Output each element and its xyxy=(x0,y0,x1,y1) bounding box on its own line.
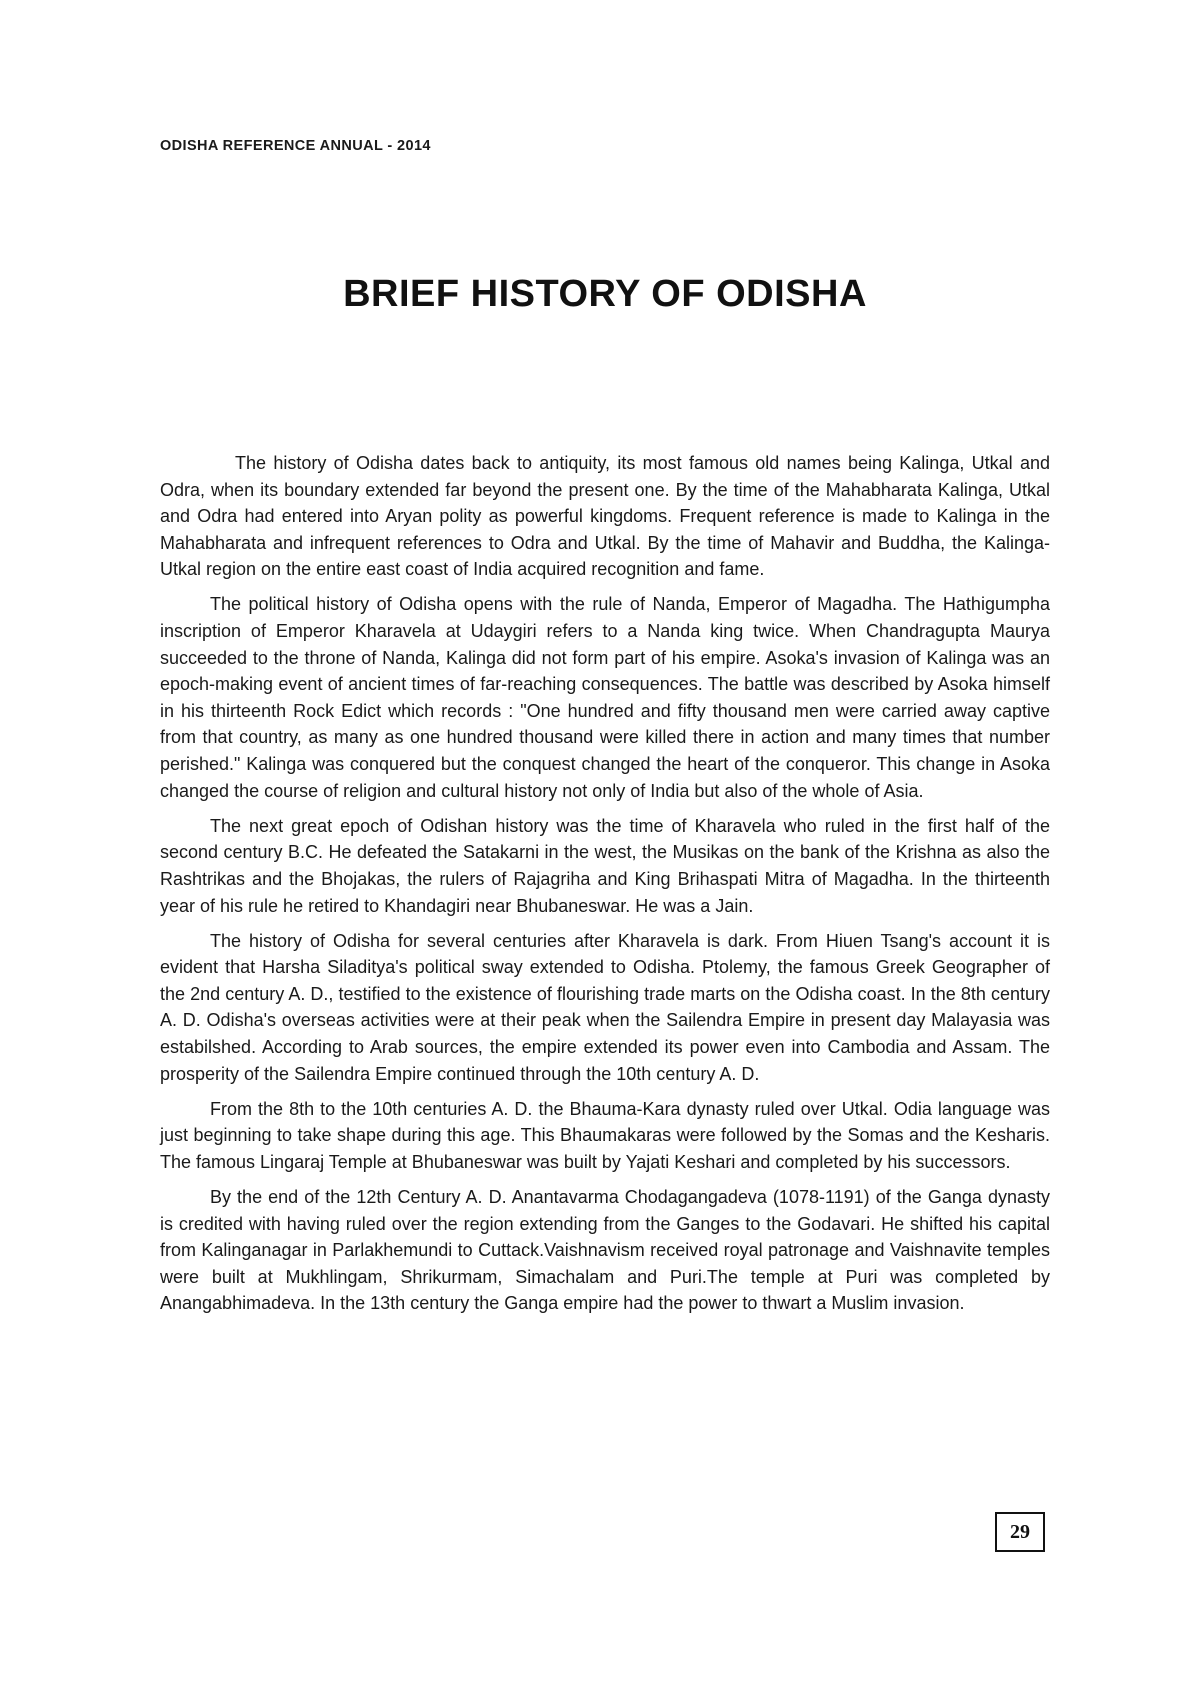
page-title: BRIEF HISTORY OF ODISHA xyxy=(343,273,867,315)
paragraph-political-history: The political history of Odisha opens with the rule of Nanda, Emperor of Magadha. The Hathigumpha inscription of Emperor Kharavela at Udaygiri refers to a Nanda king twice. When Chandragupta Maurya succeeded to the throne of Nanda, Kalinga did not form part of his empire. Asoka's invasion of Kalinga was an epoch-making event of ancient times of far-reaching consequences. The battle was described by Asoka himself in his thirteenth Rock Edict which records : "One hundred and fifty thousand men were carried away captive from that country, as many as one hundred thousand were killed there in action and many times that number perished." Kalinga was conquered but the conquest changed the heart of the conqueror. This change in Asoka changed the course of religion and cultural history not only of India but also of the whole of Asia. xyxy=(160,594,1050,801)
running-header: ODISHA REFERENCE ANNUAL - 2014 xyxy=(160,138,431,154)
paragraph-dark-centuries: The history of Odisha for several centuries after Kharavela is dark. From Hiuen Tsang's account it is evident that Harsha Siladitya's political sway extended to Odisha. Ptolemy, the famous Greek Geographer of the 2nd century A. D., testified to the existence of flourishing trade marts on the Odisha coast. In the 8th century A. D. Odisha's overseas activities were at their peak when the Sailendra Empire in present day Malayasia was estabilshed. According to Arab sources, the empire extended its power even into Cambodia and Assam. The prosperity of the Sailendra Empire continued through the 10th century A. D. xyxy=(160,930,1050,1084)
page-number-box: 29 xyxy=(995,1512,1045,1552)
article-body xyxy=(160,450,1050,1325)
paragraph-intro: The history of Odisha dates back to antiquity, its most famous old names being Kalinga, Utkal and Odra, when its boundary extended far beyond the present one. By the time of the Mahabharata Kalinga, Utkal and Odra had entered into Aryan polity as powerful kingdoms. Frequent reference is made to Kalinga in the Mahabharata and infrequent references to Odra and Utkal. By the time of Mahavir and Buddha, the Kalinga-Utkal region on the entire east coast of India acquired recognition and fame. xyxy=(160,453,1050,580)
paragraph-bhauma-kara: From the 8th to the 10th centuries A. D. the Bhauma-Kara dynasty ruled over Utkal. Odia language was just beginning to take shape during this age. This Bhaumakaras were followed by the Somas and the Kesharis. The famous Lingaraj Temple at Bhubaneswar was built by Yajati Keshari and completed by his successors. xyxy=(160,1098,1050,1172)
paragraph-kharavela: The next great epoch of Odishan history was the time of Kharavela who ruled in the first half of the second century B.C. He defeated the Satakarni in the west, the Musikas on the bank of the Krishna as also the Rashtrikas and the Bhojakas, the rulers of Rajagriha and King Brihaspati Mitra of Magadha. In the thirteenth year of his rule he retired to Khandagiri near Bhubaneswar. He was a Jain. xyxy=(160,815,1050,916)
paragraph-ganga-dynasty: By the end of the 12th Century A. D. Anantavarma Chodagangadeva (1078-1191) of the Ganga dynasty is credited with having ruled over the region extending from the Ganges to the Godavari. He shifted his capital from Kalinganagar in Parlakhemundi to Cuttack.Vaishnavism received royal patronage and Vaishnavite temples were built at Mukhlingam, Shrikurmam, Simachalam and Puri.The temple at Puri was completed by Anangabhimadeva. In the 13th century the Ganga empire had the power to thwart a Muslim invasion. xyxy=(160,1186,1050,1314)
